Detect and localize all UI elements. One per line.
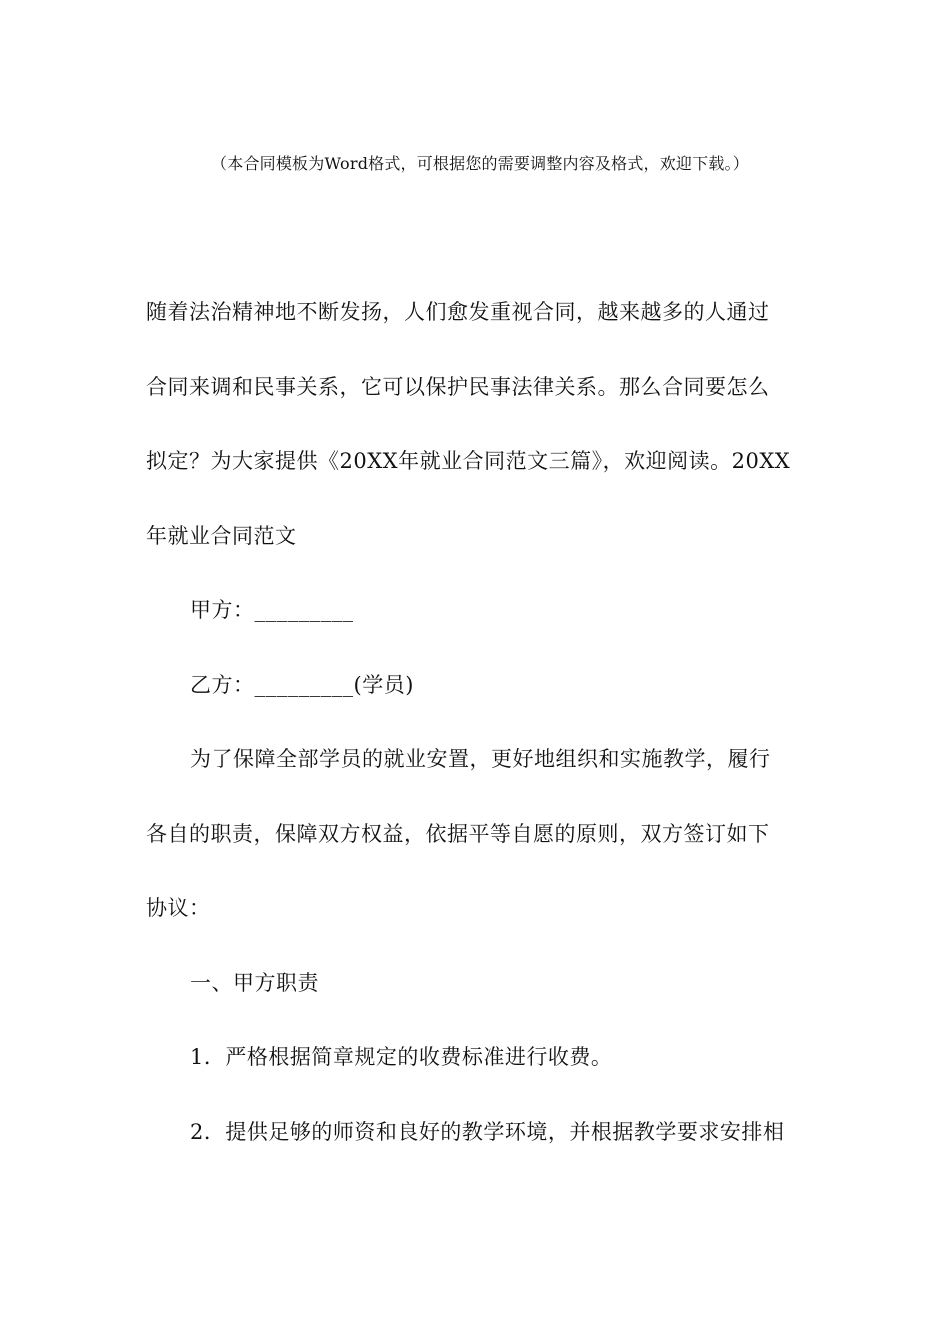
party-b-suffix: (学员) <box>353 672 414 697</box>
purpose-line: 各自的职责，保障双方权益，依据平等自愿的原则，双方签订如下 <box>146 821 770 846</box>
intro-line: 合同来调和民事关系，它可以保护民事法律关系。那么合同要怎么 <box>146 374 770 399</box>
clause-item-2: 2．提供足够的师资和良好的教学环境，并根据教学要求安排相 <box>190 1119 785 1144</box>
purpose-line: 为了保障全部学员的就业安置，更好地组织和实施教学，履行 <box>190 747 771 771</box>
clause-item-1: 1．严格根据简章规定的收费标准进行收费。 <box>190 1045 613 1069</box>
party-b-label: 乙方： <box>190 672 255 697</box>
intro-line: 拟定？为大家提供《20XX年就业合同范文三篇》，欢迎阅读。20XX <box>146 449 791 473</box>
party-a-line <box>146 594 806 669</box>
intro-line: 年就业合同范文 <box>146 523 297 548</box>
document-body <box>146 296 806 1190</box>
purpose-line: 协议： <box>146 896 211 920</box>
section-title: 一、甲方职责 <box>190 970 319 995</box>
party-b-blank: _________ <box>254 672 354 697</box>
party-a-label: 甲方： <box>190 598 255 622</box>
party-b-line <box>146 669 806 744</box>
party-a-blank: _________ <box>254 598 354 622</box>
template-note: （本合同模板为Word格式，可根据您的需要调整内容及格式，欢迎下载。） <box>211 154 749 173</box>
intro-line: 随着法治精神地不断发扬，人们愈发重视合同，越来越多的人通过 <box>146 300 770 324</box>
